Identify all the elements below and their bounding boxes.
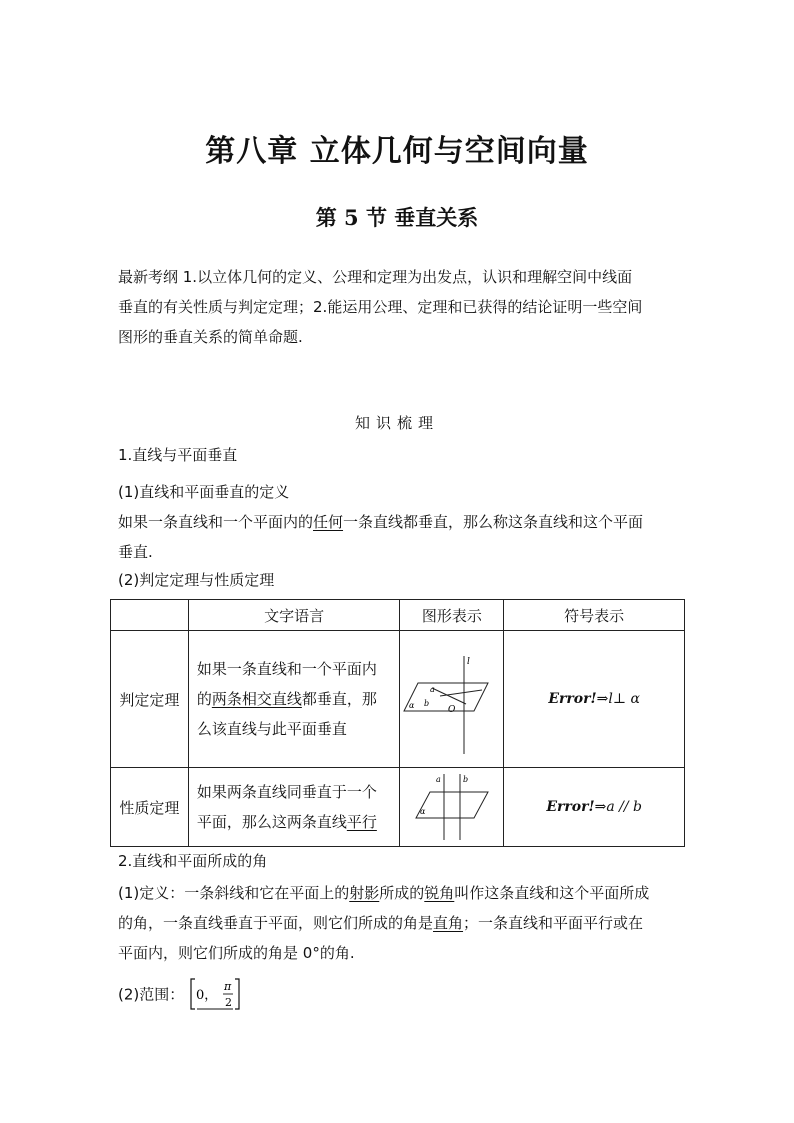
section-title: 第 5 节 垂直关系 — [315, 205, 479, 230]
table-row — [111, 631, 685, 768]
svg-text:a: a — [435, 775, 441, 784]
section-1-heading: 1.直线与平面垂直 — [118, 446, 238, 464]
figure-cell — [400, 631, 504, 768]
syllabus-line: 图形的垂直关系的简单命题. — [118, 328, 303, 346]
angle-definition-line-3: 平面内，则它们所成的角是 0°的角. — [118, 944, 355, 962]
angle-range: (2)范围： 0， π 2 — [118, 976, 241, 1016]
row-label: 性质定理 — [111, 768, 189, 847]
underlined-term: 平行 — [346, 813, 377, 831]
knowledge-heading: 知识梳理 — [354, 414, 439, 432]
svg-text:α: α — [408, 701, 415, 710]
text-cell: 如果一条直线和一个平面内 的两条相交直线都垂直，那 么该直线与此平面垂直 — [188, 631, 400, 768]
definition-line-1: 如果一条直线和一个平面内的任何一条直线都垂直，那么称这条直线和这个平面 — [118, 513, 644, 531]
subheading-theorems: (2)判定定理与性质定理 — [118, 571, 275, 589]
angle-definition-line-1: (1)定义：一条斜线和它在平面上的射影所成的锐角叫作这条直线和这个平面所成 — [118, 884, 650, 902]
svg-text:α: α — [419, 807, 426, 816]
symbol-cell: Error!⇒a // b — [504, 768, 685, 847]
parallel-lines-plane-diagram — [402, 770, 502, 844]
text-cell: 如果两条直线同垂直于一个 平面，那么这两条直线平行 — [188, 768, 400, 847]
underlined-term: 任何 — [313, 513, 344, 531]
svg-text:π: π — [224, 980, 232, 993]
syllabus-paragraph — [118, 262, 684, 352]
header-cell — [111, 600, 189, 631]
chapter-title: 第八章 立体几何与空间向量 — [205, 134, 589, 169]
range-interval — [189, 976, 241, 1012]
svg-text:b: b — [423, 699, 429, 708]
svg-text:0，: 0， — [196, 988, 218, 1003]
figure-cell — [400, 768, 504, 847]
line-perpendicular-plane-diagram — [402, 634, 502, 764]
subheading-definition: (1)直线和平面垂直的定义 — [118, 483, 290, 501]
header-cell: 图形表示 — [400, 600, 504, 631]
underlined-term: 直角 — [433, 914, 464, 932]
svg-text:2: 2 — [225, 996, 233, 1009]
svg-text:l: l — [466, 657, 470, 667]
angle-definition-line-2: 的角，一条直线垂直于平面，则它们所成的角是直角；一条直线和平面平行或在 — [118, 914, 644, 932]
section-2-heading: 2.直线和平面所成的角 — [118, 852, 268, 870]
definition-line-2: 垂直. — [118, 543, 153, 561]
interval-brackets — [189, 976, 241, 1012]
table-header-row — [111, 600, 685, 631]
underlined-term: 射影 — [349, 884, 380, 902]
symbol-cell: Error!⇒l⊥ α — [504, 631, 685, 768]
svg-text:O: O — [447, 705, 456, 715]
row-label: 判定定理 — [111, 631, 189, 768]
underlined-term: 锐角 — [424, 884, 455, 902]
header-cell: 符号表示 — [504, 600, 685, 631]
svg-text:b: b — [462, 775, 468, 784]
syllabus-line: 最新考纲 1.以立体几何的定义、公理和定理为出发点，认识和理解空间中线面 — [118, 268, 633, 286]
underlined-term: 两条相交直线 — [211, 690, 302, 708]
syllabus-line: 垂直的有关性质与判定定理；2.能运用公理、定理和已获得的结论证明一些空间 — [118, 298, 643, 316]
header-cell: 文字语言 — [188, 600, 400, 631]
theorem-table — [110, 599, 685, 847]
table-row — [111, 768, 685, 847]
svg-text:a: a — [429, 685, 435, 694]
